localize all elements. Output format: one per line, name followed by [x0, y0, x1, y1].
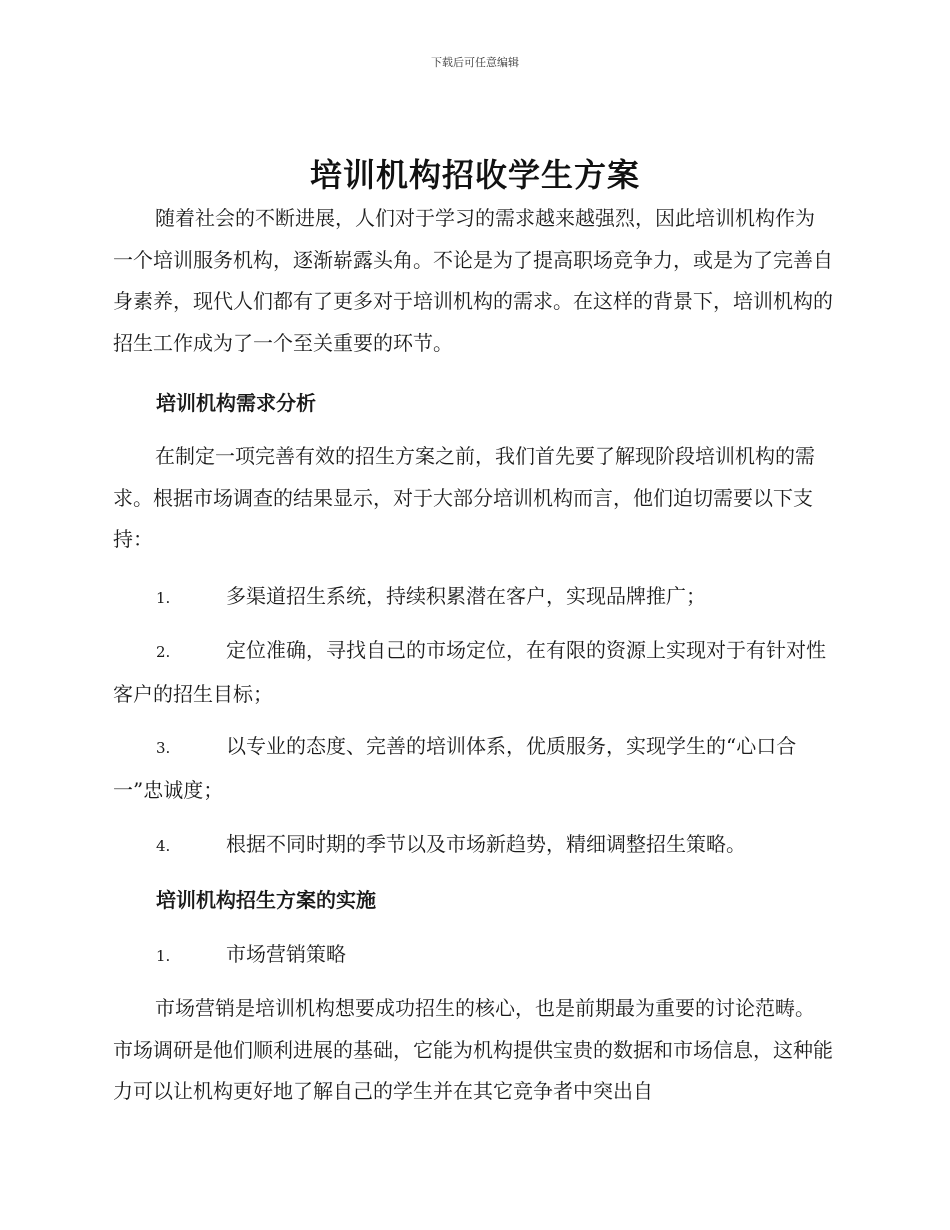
list-number: 2.	[156, 643, 171, 661]
demand-paragraph: 在制定一项完善有效的招生方案之前，我们首先要了解现阶段培训机构的需求。根据市场调查的结果显示，对于大部分培训机构而言，他们迫切需要以下支持：	[113, 444, 815, 551]
list-item-text: 多渠道招生系统，持续积累潜在客户，实现品牌推广；	[226, 584, 706, 608]
marketing-paragraph: 市场营销是培训机构想要成功招生的核心，也是前期最为重要的讨论范畴。市场调研是他们顺利进展的基础，它能为机构提供宝贵的数据和市场信息，这种能力可以让机构更好地了解自己的学生并在其它竞争者中突出自	[113, 996, 833, 1103]
intro-paragraph: 随着社会的不断进展，人们对于学习的需求越来越强烈，因此培训机构作为一个培训服务机构，逐渐崭露头角。不论是为了提高职场竞争力，或是为了完善自身素养，现代人们都有了更多对于培训机构的需求。在这样的背景下，培训机构的招生工作成为了一个至关重要的环节。	[113, 206, 833, 355]
list-item	[113, 934, 833, 978]
list-item	[113, 824, 833, 868]
list-item-text: 定位准确，寻找自己的市场定位，在有限的资源上实现对于有针对性客户的招生目标；	[113, 638, 826, 706]
list-number: 3.	[156, 739, 171, 757]
list-item	[113, 630, 833, 715]
list-item	[113, 726, 833, 811]
list-number: 4.	[156, 837, 171, 855]
header-note: 下载后可任意编辑	[431, 56, 519, 69]
list-item-text: 市场营销策略	[226, 942, 346, 966]
list-number: 1.	[156, 947, 171, 965]
section-heading-implementation: 培训机构招生方案的实施	[156, 888, 376, 912]
section-heading-demand-analysis: 培训机构需求分析	[156, 391, 316, 415]
document-title: 培训机构招收学生方案	[309, 156, 640, 194]
list-item-text: 以专业的态度、完善的培训体系，优质服务，实现学生的“心口合一”忠诚度；	[113, 734, 797, 802]
list-item	[113, 576, 833, 620]
list-item-text: 根据不同时期的季节以及市场新趋势，精细调整招生策略。	[226, 832, 746, 856]
list-number: 1.	[156, 589, 171, 607]
